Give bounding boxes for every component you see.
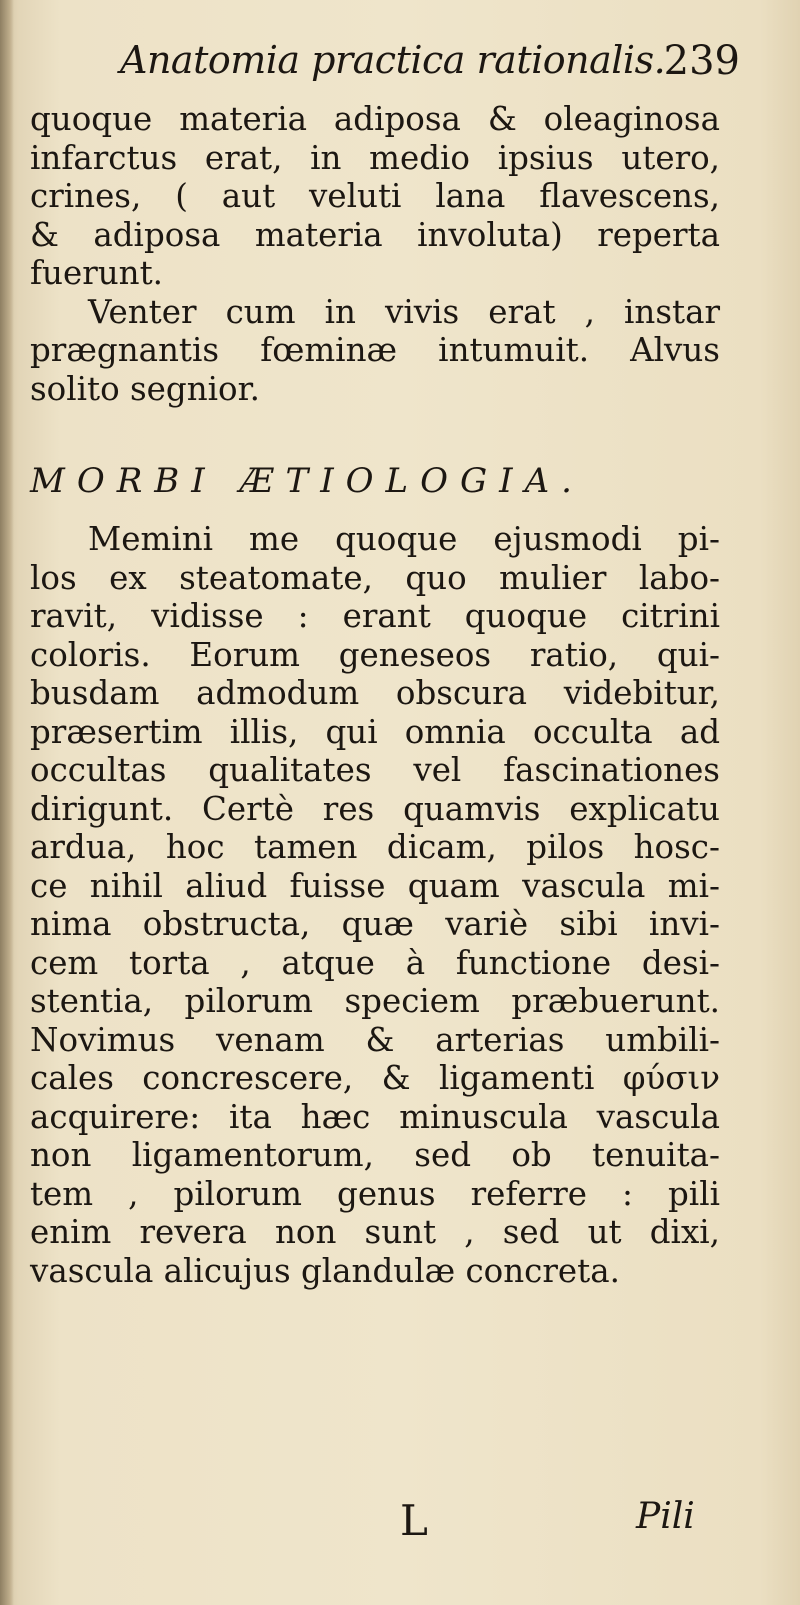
text-line: fuerunt.	[30, 254, 163, 292]
text-line: los ex steatomate, quo mulier labo-	[30, 558, 720, 597]
text-line: ardua, hoc tamen dicam, pilos hosc-	[30, 828, 720, 866]
text-line: Venter cum in vivis erat , instar	[88, 292, 720, 331]
text-line: ravit, vidisse : erant quoque citrini	[30, 597, 720, 635]
text-line: crines, ( aut veluti lana flavescens,	[30, 177, 720, 215]
text-line: busdam admodum obscura videbitur,	[30, 674, 720, 712]
text-line: vascula alicujus glandulæ concreta.	[30, 1251, 620, 1290]
text-line: præsertim illis, qui omnia occulta ad	[30, 712, 720, 751]
text-line: infarctus erat, in medio ipsius utero,	[30, 138, 720, 177]
page-footer	[0, 1496, 800, 1556]
text-line: stentia, pilorum speciem præbuerunt.	[30, 982, 720, 1020]
paragraph-1	[30, 100, 720, 293]
text-line: acquirere: ita hæc minuscula vascula	[30, 1097, 720, 1136]
text-line: Memini me quoque ejusmodi pi-	[88, 520, 720, 558]
text-line: & adiposa materia involuta) reperta	[30, 215, 720, 254]
signature-mark: L	[400, 1496, 428, 1545]
text-line: non ligamentorum, sed ob tenuita-	[30, 1136, 720, 1174]
paragraph-3	[30, 520, 720, 1290]
text-line: ce nihil aliud fuisse quam vascula mi-	[30, 866, 720, 905]
text-line: occultas qualitates vel fascinationes	[30, 751, 720, 789]
text-line: quoque materia adiposa & oleaginosa	[30, 100, 720, 138]
text-line: nima obstructa, quæ variè sibi invi-	[30, 905, 720, 943]
text-line: coloris. Eorum geneseos ratio, qui-	[30, 635, 720, 674]
paragraph-2	[30, 293, 720, 409]
page-text	[30, 100, 720, 1290]
text-line: solito segnior.	[30, 369, 260, 408]
text-line: cales concrescere, & ligamenti φύσιν	[30, 1059, 720, 1097]
text-line: Novimus venam & arterias umbili-	[30, 1020, 720, 1059]
running-title: Anatomia practica rationalis.	[120, 38, 666, 82]
catchword: Pili	[636, 1496, 695, 1537]
page-header	[60, 38, 740, 98]
text-line: prægnantis fœminæ intumuit. Alvus	[30, 331, 720, 369]
section-heading: MORBI ÆTIOLOGIA.	[30, 461, 584, 501]
text-line: enim revera non sunt , sed ut dixi,	[30, 1213, 720, 1251]
text-line: tem , pilorum genus referre : pili	[30, 1174, 720, 1213]
text-line: cem torta , atque à functione desi-	[30, 943, 720, 982]
page-number: 239	[663, 38, 740, 84]
page-gutter-shadow	[0, 0, 14, 1605]
text-line: dirigunt. Certè res quamvis explicatu	[30, 789, 720, 828]
